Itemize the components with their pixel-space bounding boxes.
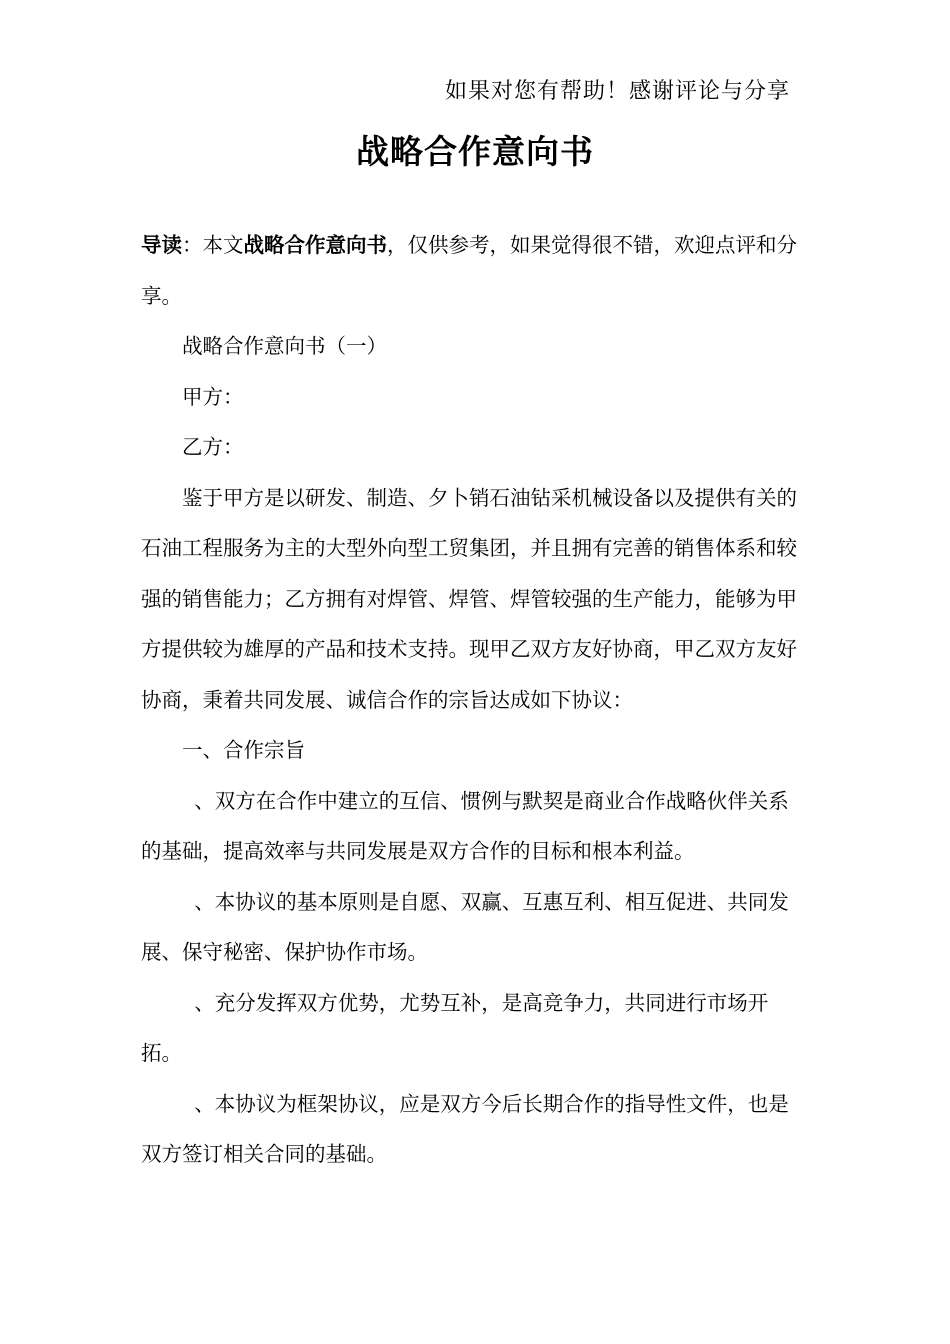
clause-4: 、本协议为框架协议，应是双方今后长期合作的指导性文件，也是双方签订相关合同的基础。 [141, 1091, 789, 1166]
section-heading: 战略合作意向书（一） [182, 334, 387, 358]
article-1-heading: 一、合作宗旨 [182, 738, 305, 762]
clause-1: 、双方在合作中建立的互信、惯例与默契是商业合作战略伙伴关系的基础，提高效率与共同发展是双方合作的目标和根本利益。 [141, 788, 789, 863]
clause-3: 、充分发挥双方优势，尤势互补，是高竞争力，共同进行市场开拓。 [141, 990, 769, 1065]
page-title: 战略合作意向书 [356, 132, 594, 171]
document-body [141, 220, 809, 1180]
intro-after: ，仅供参考，如果觉得很不错，欢迎点评和分享。 [141, 233, 797, 308]
intro-label: 导读 [141, 233, 182, 257]
party-b-line: 乙方： [182, 435, 244, 459]
intro-bold-title: 战略合作意向书 [243, 233, 387, 257]
preamble-paragraph: 鉴于甲方是以研发、制造、夕卜销石油钻采机械设备以及提供有关的石油工程服务为主的大型外向型工贸集团，并且拥有完善的销售体系和较强的销售能力；乙方拥有对焊管、焊管、焊管较强的生产能力，能够为甲方提供较为雄厚的产品和技术支持。现甲乙双方友好协商，甲乙双方友好协商，秉着共同发展、诚信合作的宗旨达成如下协议： [141, 485, 797, 712]
header-note: 如果对您有帮助！感谢评论与分享 [444, 79, 790, 104]
intro-paragraph [141, 220, 809, 321]
intro-colon: ： [182, 233, 203, 257]
party-a-line: 甲方： [182, 384, 244, 409]
intro-before: 本文 [202, 233, 244, 257]
clause-2: 、本协议的基本原则是自愿、双赢、互惠互利、相互促进、共同发展、保守秘密、保护协作市场。 [141, 889, 789, 964]
